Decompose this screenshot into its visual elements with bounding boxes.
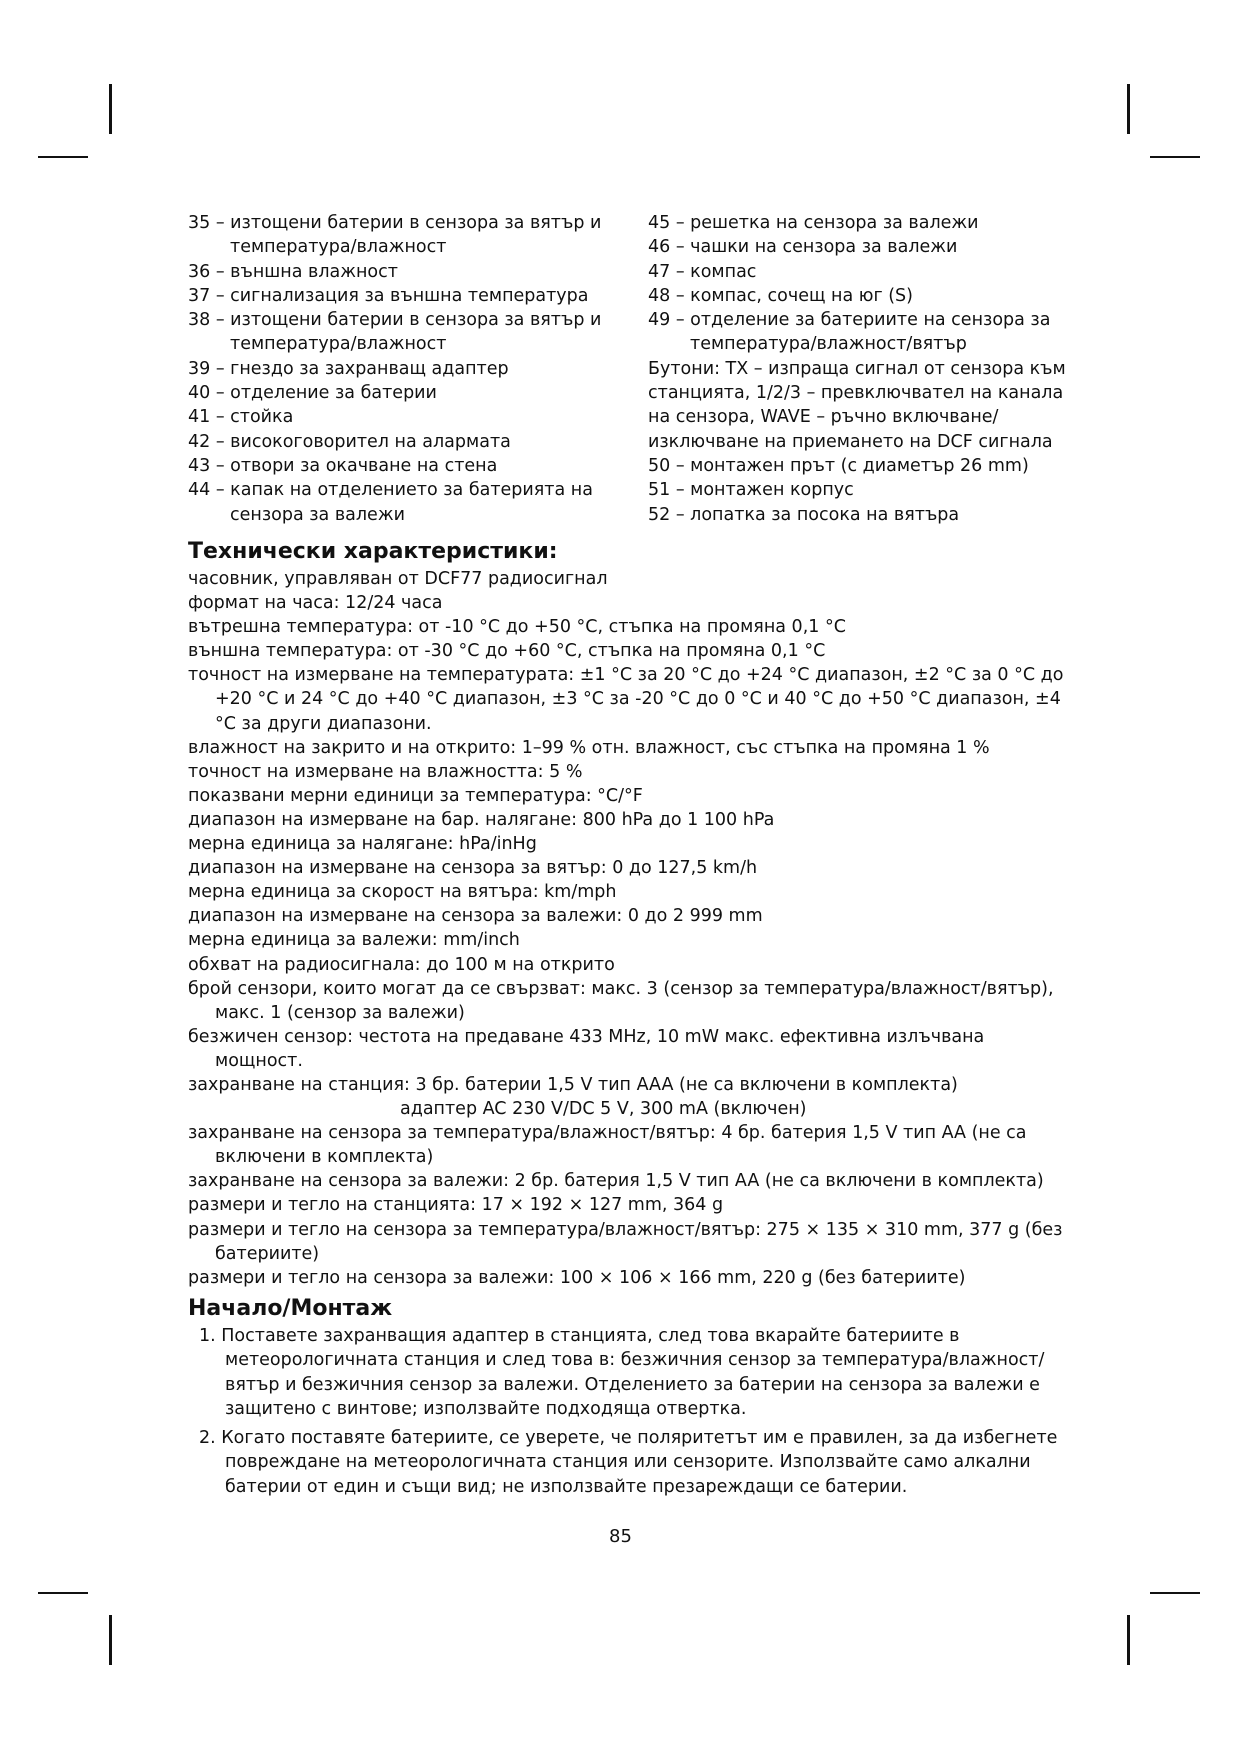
spec-line: диапазон на измерване на сензора за валежи: 0 до 2 999 mm [188, 906, 763, 927]
part-item: 40 – отделение за батерии [188, 383, 437, 404]
parts-list-right-column [648, 211, 1068, 527]
spec-line: показвани мерни единици за температура: °C/°F [188, 785, 643, 806]
setup-heading: Начало/Монтаж [188, 1295, 393, 1321]
crop-mark-top-right-horizontal [1150, 156, 1200, 158]
setup-step: 2. Когато поставяте батериите, се уверете, че поляритетът им е правилен, за да избегнете повреждане на метеорологичната станция или сензорите. Използвайте само алкални батерии от един и същи вид; не използвайте презареждащи се батерии. [199, 1427, 1058, 1497]
spec-line: часовник, управляван от DCF77 радиосигнал [188, 569, 608, 589]
part-item: 41 – стойка [188, 407, 294, 428]
parts-list-left-column [188, 211, 633, 527]
part-item: 49 – отделение за батериите на сензора за температура/влажност/вятър [648, 310, 1051, 355]
specs-heading: Технически характеристики: [188, 539, 558, 564]
spec-line: захранване на станция: 3 бр. батерии 1,5 V тип AAA (не са включени в комплекта) [188, 1074, 958, 1095]
crop-mark-top-right-vertical [1127, 84, 1130, 134]
spec-line: диапазон на измерване на сензора за вятър: 0 до 127,5 km/h [188, 858, 758, 879]
spec-line: размери и тегло на станцията: 17 × 192 × 127 mm, 364 g [188, 1195, 724, 1216]
page-number: 85 [609, 1526, 632, 1547]
part-item: 39 – гнездо за захранващ адаптер [188, 358, 509, 379]
part-item: 45 – решетка на сензора за валежи [648, 213, 979, 233]
part-item: 52 – лопатка за посока на вятъра [648, 504, 960, 525]
setup-step: 1. Поставете захранващия адаптер в станцията, след това вкарайте батериите в метеорологичната станция и след това в: безжичния сензор за температура/влажност/вятър и безжичния сензор за валежи. Отделението за батерии на сензора за валежи е защитено с винтове; използвайте подходяща отвертка. [199, 1325, 1045, 1420]
spec-line: външна температура: от -30 °C до +60 °C, стъпка на промяна 0,1 °C [188, 641, 826, 662]
spec-line: захранване на сензора за валежи: 2 бр. батерия 1,5 V тип AA (не са включени в комплекта) [188, 1171, 1044, 1192]
spec-line: размери и тегло на сензора за температура/влажност/вятър: 275 × 135 × 310 mm, 377 g (без батериите) [188, 1219, 1063, 1264]
setup-steps [188, 1324, 1068, 1500]
spec-line: мерна единица за валежи: mm/inch [188, 930, 520, 951]
spec-line: размери и тегло на сензора за валежи: 100 × 106 × 166 mm, 220 g (без батериите) [188, 1267, 966, 1288]
spec-line: точност на измерване на влажността: 5 % [188, 761, 583, 782]
buttons-description: Бутони: TX – изпраща сигнал от сензора към станцията, 1/2/3 – превключвател на канала на сензора, WAVE – ръчно включване/изключване на приемането на DCF сигнала [648, 358, 1066, 452]
crop-mark-bottom-right-vertical [1127, 1615, 1130, 1665]
spec-line: брой сензори, които могат да се свързват: макс. 3 (сензор за температура/влажност/вятър), макс. 1 (сензор за валежи) [188, 978, 1054, 1023]
spec-line: мерна единица за налягане: hPa/inHg [188, 834, 537, 855]
spec-line: обхват на радиосигнала: до 100 м на открито [188, 954, 615, 975]
part-item: 48 – компас, сочещ на юг (S) [648, 285, 913, 306]
part-item: 46 – чашки на сензора за валежи [648, 237, 958, 258]
crop-mark-top-left-horizontal [38, 156, 88, 158]
crop-mark-bottom-left-vertical [109, 1615, 112, 1665]
part-item: 50 – монтажен прът (с диаметър 26 mm) [648, 455, 1029, 476]
spec-line: вътрешна температура: от -10 °C до +50 °C, стъпка на промяна 0,1 °C [188, 617, 846, 638]
spec-line-continuation: адаптер AC 230 V/DC 5 V, 300 mA (включен) [400, 1099, 807, 1120]
spec-line: безжичен сензор: честота на предаване 433 MHz, 10 mW макс. ефективна излъчвана мощност. [188, 1026, 985, 1071]
specs-list [188, 567, 1068, 1290]
part-item: 35 – изтощени батерии в сензора за вятър и температура/влажност [188, 213, 602, 258]
spec-line: точност на измерване на температурата: ±1 °C за 20 °C до +24 °C диапазон, ±2 °C за 0 °C до +20 °C и 24 °C до +40 °C диапазон, ±3 °C за -20 °C до 0 °C и 40 °C до +50 °C диапазон, ±4 °C за други диапазони. [188, 665, 1064, 734]
main-content [188, 537, 1068, 1503]
spec-line: влажност на закрито и на открито: 1–99 % отн. влажност, със стъпка на промяна 1 % [188, 737, 990, 758]
part-item: 44 – капак на отделението за батерията на сензора за валежи [188, 480, 593, 525]
crop-mark-bottom-right-horizontal [1150, 1592, 1200, 1594]
part-item: 47 – компас [648, 261, 757, 282]
spec-line: мерна единица за скорост на вятъра: km/mph [188, 882, 617, 903]
spec-line: диапазон на измерване на бар. налягане: 800 hPa до 1 100 hPa [188, 809, 775, 830]
part-item: 36 – външна влажност [188, 261, 398, 282]
part-item: 51 – монтажен корпус [648, 480, 854, 501]
part-item: 38 – изтощени батерии в сензора за вятър и температура/влажност [188, 310, 602, 355]
parts-list [188, 211, 1068, 527]
crop-mark-top-left-vertical [109, 84, 112, 134]
part-item: 43 – отвори за окачване на стена [188, 455, 498, 476]
part-item: 37 – сигнализация за външна температура [188, 285, 589, 306]
crop-mark-bottom-left-horizontal [38, 1592, 88, 1594]
part-item: 42 – високоговорител на алармата [188, 431, 511, 452]
spec-line: формат на часа: 12/24 часа [188, 593, 443, 614]
spec-line: захранване на сензора за температура/влажност/вятър: 4 бр. батерия 1,5 V тип AA (не са включени в комплекта) [188, 1123, 1027, 1168]
